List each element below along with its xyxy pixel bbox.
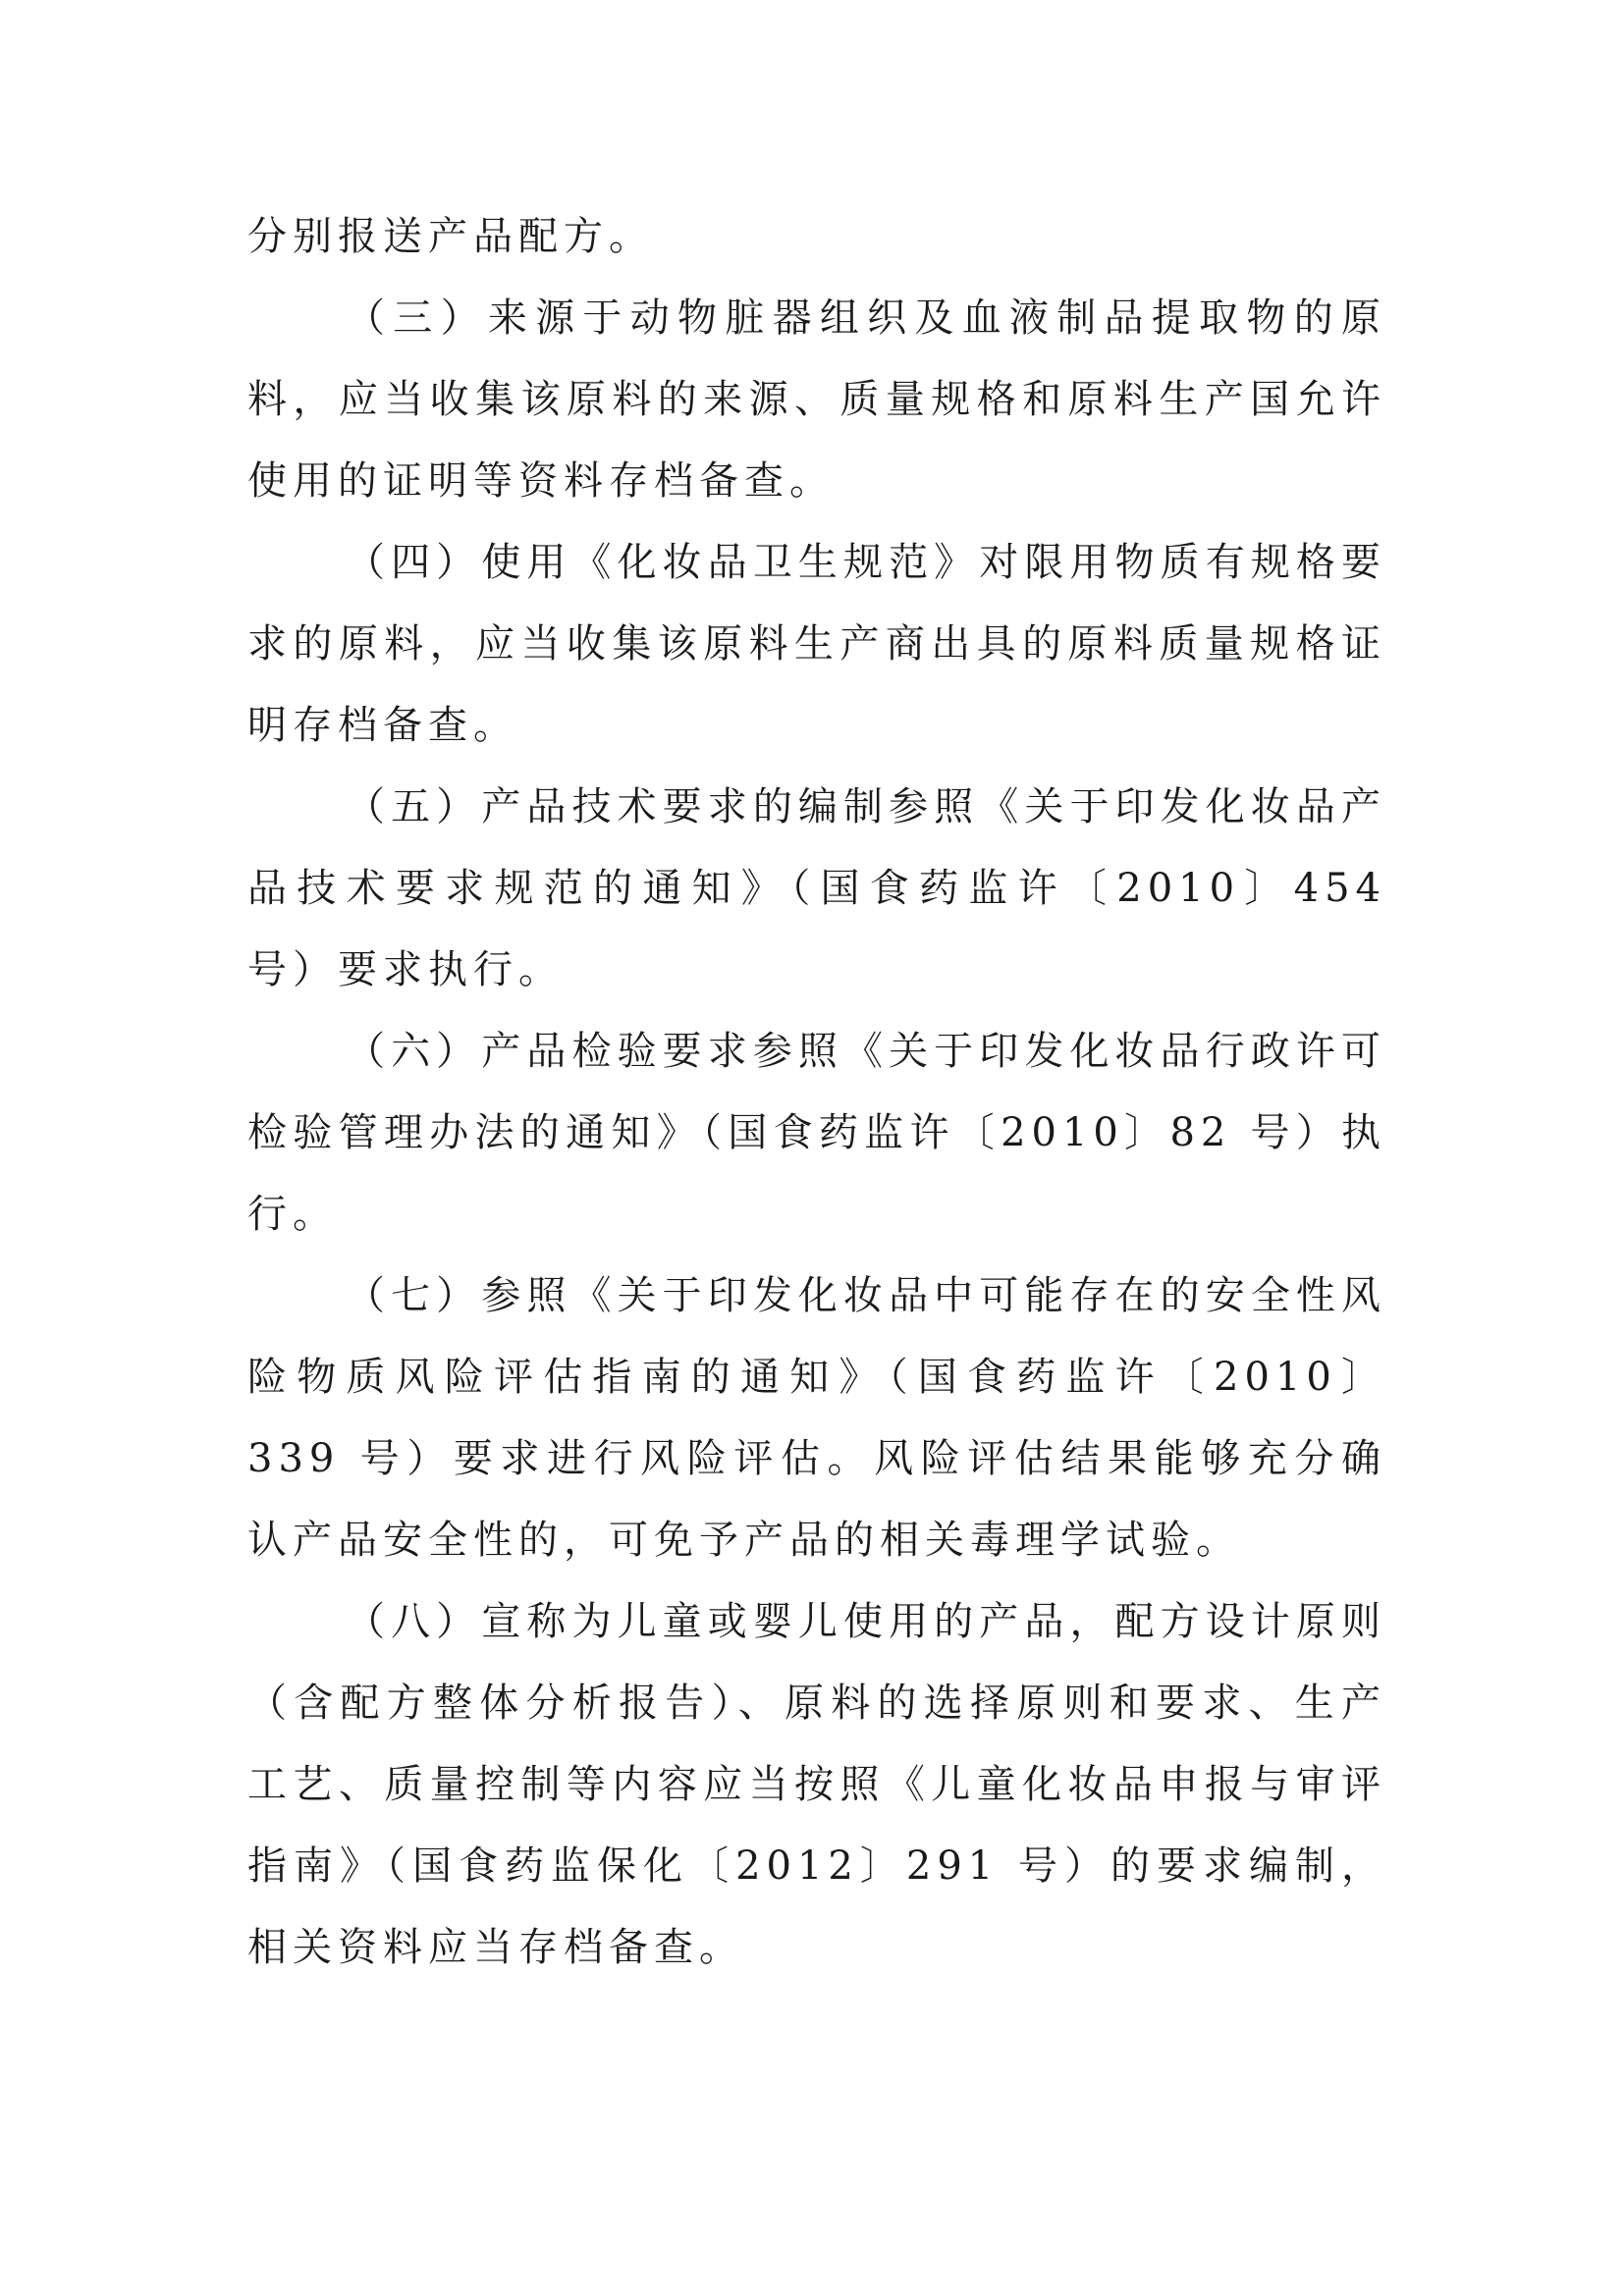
paragraph-continued: 分别报送产品配方。	[247, 214, 654, 259]
paragraph-item-3: （三）来源于动物脏器组织及血液制品提取物的原料，应当收集该原料的来源、质量规格和原料生产国允许使用的证明等资料存档备查。	[247, 295, 1386, 504]
paragraph-item-8: （八）宣称为儿童或婴儿使用的产品，配方设计原则（含配方整体分析报告）、原料的选择原则和要求、生产工艺、质量控制等内容应当按照《儿童化妆品申报与审评指南》（国食药监保化〔2012〕291 号）的要求编制，相关资料应当存档备查。	[247, 1599, 1386, 1970]
paragraph-item-6: （六）产品检验要求参照《关于印发化妆品行政许可检验管理办法的通知》（国食药监许〔2010〕82 号）执行。	[247, 1029, 1386, 1237]
paragraph-item-7: （七）参照《关于印发化妆品中可能存在的安全性风险物质风险评估指南的通知》（国食药监许〔2010〕339 号）要求进行风险评估。风险评估结果能够充分确认产品安全性的，可免予产品的相关毒理学试验。	[247, 1273, 1386, 1563]
document-body	[247, 196, 1386, 1989]
paragraph-item-5: （五）产品技术要求的编制参照《关于印发化妆品产品技术要求规范的通知》（国食药监许〔2010〕454 号）要求执行。	[247, 784, 1386, 992]
paragraph-item-4: （四）使用《化妆品卫生规范》对限用物质有规格要求的原料，应当收集该原料生产商出具的原料质量规格证明存档备查。	[247, 540, 1386, 748]
